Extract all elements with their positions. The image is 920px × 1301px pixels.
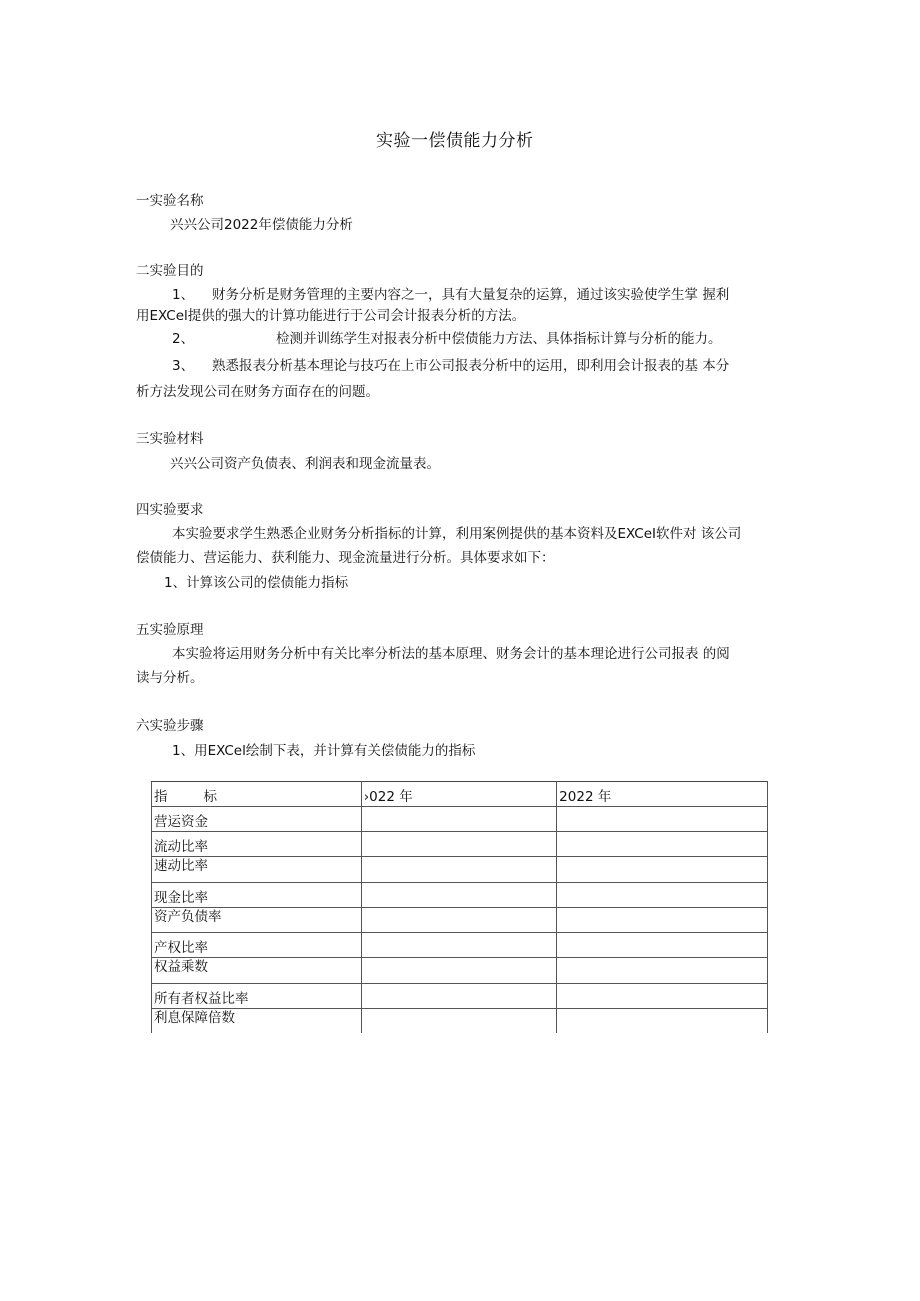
- table-row: [152, 807, 768, 832]
- table-row: [152, 883, 768, 908]
- value-cell[interactable]: [557, 832, 768, 857]
- value-cell[interactable]: [557, 1009, 768, 1034]
- row-label: 资产负债率: [152, 908, 362, 933]
- header-year-1: ›022 年: [361, 782, 556, 807]
- table-row: [152, 958, 768, 984]
- header-indicator-cell: [152, 782, 362, 807]
- value-cell[interactable]: [361, 984, 556, 1009]
- row-label: 权益乘数: [152, 958, 362, 984]
- row-label: 所有者权益比率: [152, 984, 362, 1009]
- requirements-line-2: 偿债能力、营运能力、获利能力、现金流量进行分析。具体要求如下：: [136, 550, 555, 566]
- value-cell[interactable]: [361, 807, 556, 832]
- value-cell[interactable]: [557, 807, 768, 832]
- value-cell[interactable]: [557, 908, 768, 933]
- section-heading-principle: 五实验原理: [136, 622, 204, 638]
- value-cell[interactable]: [361, 857, 556, 883]
- row-label: 产权比率: [152, 933, 362, 958]
- section-heading-steps: 六实验步骤: [136, 718, 204, 734]
- purpose-item-2-line-1: 检测并训练学生对报表分析中偿债能力方法、具体指标计算与分析的能力。: [276, 331, 722, 347]
- header-indicator-char-1: 指: [154, 789, 168, 805]
- purpose-item-1-line-2: 用EXCel提供的强大的计算功能进行于公司会计报表分析的方法。: [136, 308, 526, 324]
- value-cell[interactable]: [361, 958, 556, 984]
- row-label: 流动比率: [152, 832, 362, 857]
- value-cell[interactable]: [557, 958, 768, 984]
- purpose-item-2-number: 2、: [172, 331, 195, 347]
- principle-line-1: 本实验将运用财务分析中有关比率分析法的基本原理、财务会计的基本理论进行公司报表 的阅: [172, 646, 730, 662]
- row-label: 现金比率: [152, 883, 362, 908]
- principle-line-2: 读与分析。: [136, 670, 204, 686]
- solvency-indicator-table: [151, 781, 768, 1033]
- table-row: [152, 933, 768, 958]
- table-header-row: [152, 782, 768, 807]
- value-cell[interactable]: [361, 883, 556, 908]
- value-cell[interactable]: [557, 857, 768, 883]
- value-cell[interactable]: [361, 832, 556, 857]
- section-heading-name: 一实验名称: [136, 193, 204, 209]
- value-cell[interactable]: [361, 933, 556, 958]
- purpose-item-3-line-2: 析方法发现公司在财务方面存在的问题。: [136, 384, 379, 400]
- purpose-item-1-line-1: 财务分析是财务管理的主要内容之一，具有大量复杂的运算，通过该实验使学生掌 握利: [212, 287, 730, 303]
- table-row: [152, 908, 768, 933]
- steps-line-1: 1、用EXCel绘制下表，并计算有关偿债能力的指标: [172, 743, 476, 759]
- purpose-item-3-number: 3、: [172, 358, 195, 374]
- section-body-materials: 兴兴公司资产负债表、利润表和现金流量表。: [170, 456, 440, 472]
- header-year-2: 2022 年: [557, 782, 768, 807]
- section-body-name: 兴兴公司2022年偿债能力分析: [170, 217, 353, 233]
- purpose-item-1-number: 1、: [172, 287, 195, 303]
- table-row: [152, 1009, 768, 1034]
- section-heading-requirements: 四实验要求: [136, 502, 204, 518]
- page-title: 实验一偿债能力分析: [376, 131, 534, 151]
- value-cell[interactable]: [557, 984, 768, 1009]
- row-label: 营运资金: [152, 807, 362, 832]
- section-heading-purpose: 二实验目的: [136, 263, 204, 279]
- value-cell[interactable]: [557, 883, 768, 908]
- table-row: [152, 832, 768, 857]
- requirements-line-1: 本实验要求学生熟悉企业财务分析指标的计算，利用案例提供的基本资料及EXCeI软件对 该公司: [172, 526, 742, 542]
- value-cell[interactable]: [557, 933, 768, 958]
- purpose-item-3-line-1: 熟悉报表分析基本理论与技巧在上市公司报表分析中的运用，即利用会计报表的基 本分: [212, 358, 730, 374]
- header-indicator-char-2: 标: [203, 789, 217, 805]
- row-label: 利息保障倍数: [152, 1009, 362, 1034]
- value-cell[interactable]: [361, 1009, 556, 1034]
- requirements-line-3: 1、计算该公司的偿债能力指标: [164, 575, 349, 591]
- section-heading-materials: 三实验材料: [136, 431, 204, 447]
- table-row: [152, 984, 768, 1009]
- value-cell[interactable]: [361, 908, 556, 933]
- row-label: 速动比率: [152, 857, 362, 883]
- table-row: [152, 857, 768, 883]
